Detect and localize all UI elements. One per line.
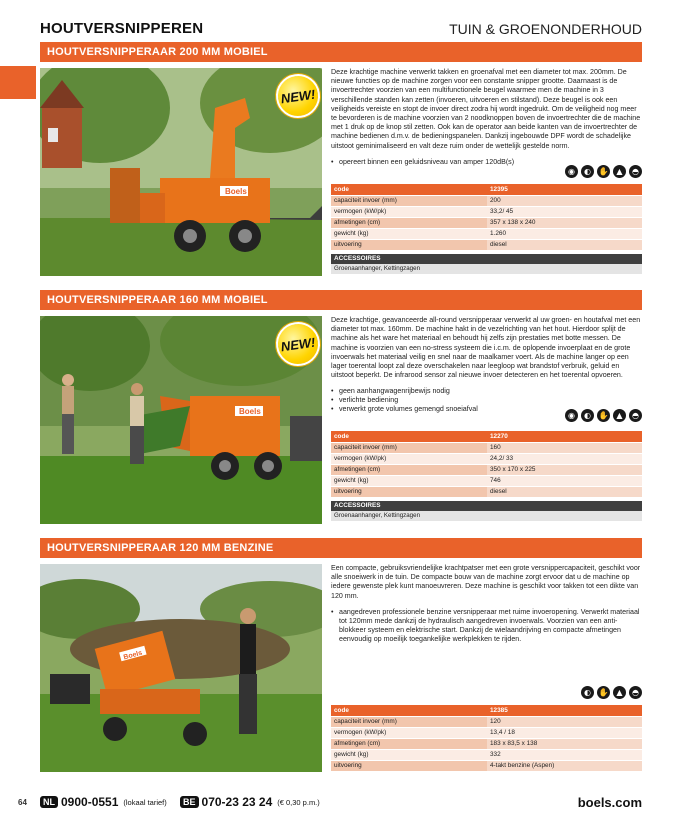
phone-note-nl: (lokaal tarief) <box>123 797 167 807</box>
safety-boots-icon: ▲ <box>613 686 626 699</box>
spec-label: gewicht (kg) <box>331 749 487 760</box>
table-row <box>331 486 642 497</box>
spec-value: diesel <box>487 486 642 497</box>
spec-label: capaciteit invoer (mm) <box>331 716 487 727</box>
spec-value: 120 <box>487 716 642 727</box>
helmet-icon: ◓ <box>629 686 642 699</box>
page-number: 64 <box>18 798 27 807</box>
spec-value: 12395 <box>487 184 642 195</box>
product-photo <box>40 564 322 772</box>
table-row <box>331 738 642 749</box>
product-description: Deze krachtige machine verwerkt takken en groenafval met een diameter tot max. 200mm. De nieuwe functies op de machine zorgen voor een constante snipper grootte. Daarnaast is de invoertrechter voorzien van een multifunctionele beugel waarmee men de machine in 3 verschillende standen kan zetten (invoeren, uitvoeren en stilstand). Deze beugel is ook een veiligheids vereiste en stopt de invoer direct zodra hij wordt ingedrukt. Om de veiligheid nog meer te bevorderen is de machine voorzien van 2 noodknoppen boven de invoertrechter die de machine met 1 druk op de knop stil zetten. Ook kan de operator aan beide kanten van de invoertrechter de machine bedienen d.m.v. de bedieningspanelen. Dankzij ingebouwde DPF wordt de schadelijke uitstoot geminimaliseerd en valt deze ruim onder de wettelijk gestelde norm. <box>331 68 641 150</box>
feature-item: • geen aanhangwagenrijbewijs nodig <box>331 387 642 396</box>
feature-item: • verwerkt grote volumes gemengd snoeiafval <box>331 405 642 414</box>
gloves-icon: ✋ <box>598 411 609 420</box>
spec-value: 160 <box>487 442 642 453</box>
product-section-160mm <box>40 290 642 524</box>
accessories-heading: ACCESSOIRES <box>331 501 642 511</box>
country-code-nl: NL <box>40 796 58 808</box>
spec-label: code <box>331 705 487 716</box>
spec-value: 24,2/ 33 <box>487 453 642 464</box>
country-code-be: BE <box>180 796 199 808</box>
table-row <box>331 453 642 464</box>
spec-value: 12385 <box>487 705 642 716</box>
spec-value: 183 x 83,5 x 138 <box>487 738 642 749</box>
table-row <box>331 228 642 239</box>
spec-value: 4-takt benzine (Aspen) <box>487 760 642 771</box>
feature-item: • opereert binnen een geluidsniveau van amper 120dB(s) <box>331 158 642 167</box>
spec-label: uitvoering <box>331 760 487 771</box>
table-row <box>331 760 642 771</box>
spec-label: vermogen (kW/pk) <box>331 453 487 464</box>
spec-table <box>331 705 642 772</box>
helmet-icon: ◓ <box>629 165 642 178</box>
spec-label: vermogen (kW/pk) <box>331 727 487 738</box>
page-footer <box>0 793 676 813</box>
spec-table <box>331 184 642 251</box>
phone-number-nl: 0900-0551 <box>61 795 119 809</box>
table-row <box>331 716 642 727</box>
product-description: Deze krachtige, geavanceerde all-round versnipperaar verwerkt al uw groen- en houtafval met een diameter tot max. 160mm. De machine hakt in de vezelrichting van het hout. Hierdoor splijt de machine als het ware het materiaal en behoudt hij zelfs zijn prestaties met botte messen. De machine is voorzien van een no-stress systeem die i.c.m. de oplopende invoerplaat en de grote invoerwals het materiaal veilig en snel naar de maalkamer voert. Als de machine langer op een lager toerental loopt zal deze overschakelen naar leegloop wat brandstof verbruik, geluid en uitstoot beperkt. De infrarood sensor zal nieuwe invoer detecteren en het toerental opvoeren. <box>331 316 641 380</box>
phone-number-be: 070-23 23 24 <box>201 795 273 809</box>
page-header <box>40 20 642 40</box>
table-row <box>331 206 642 217</box>
spec-value: 33,2/ 45 <box>487 206 642 217</box>
spec-label: gewicht (kg) <box>331 475 487 486</box>
spec-value: 746 <box>487 475 642 486</box>
phone-nl[interactable] <box>40 795 167 809</box>
accessories-list: Groenaanhanger, Kettingzagen <box>331 511 642 521</box>
gloves-icon: ✋ <box>598 167 609 176</box>
spec-label: afmetingen (cm) <box>331 217 487 228</box>
table-row <box>331 217 642 228</box>
accessories-box <box>331 501 642 521</box>
accessories-list: Groenaanhanger, Kettingzagen <box>331 264 642 274</box>
section-title: HOUTVERSNIPPERAAR 160 MM MOBIEL <box>40 290 642 310</box>
spec-label: uitvoering <box>331 486 487 497</box>
product-content <box>331 68 642 167</box>
safety-boots-icon: ▲ <box>613 165 626 178</box>
website-link[interactable]: boels.com <box>577 795 642 810</box>
ear-protection-icon: ◐ <box>581 165 594 178</box>
spec-value: 357 x 138 x 240 <box>487 217 642 228</box>
accessories-heading: ACCESSOIRES <box>331 254 642 264</box>
safety-icons <box>581 686 642 699</box>
table-row <box>331 239 642 250</box>
feature-list <box>331 608 642 644</box>
spec-value: 332 <box>487 749 642 760</box>
product-content <box>331 316 642 414</box>
feature-item: • aangedreven professionele benzine versnipperaar met ruime invoeropening. Verwerkt materiaal tot 120mm mede dankzij de hydraulisch aangedreven invoerwals. Voorzien van een anti-blokkeer systeem en elektrische start. Dankzij de wielaandrijving en compacte afmetingen eenvoudig op moeilijk toegankelijke werkplekken te rijden. <box>331 608 642 644</box>
helmet-icon: ◓ <box>629 409 642 422</box>
section-title: HOUTVERSNIPPERAAR 200 MM MOBIEL <box>40 42 642 62</box>
product-section-120mm <box>40 538 642 774</box>
spec-value: diesel <box>487 239 642 250</box>
product-content <box>331 564 642 644</box>
table-row <box>331 475 642 486</box>
spec-table <box>331 431 642 498</box>
page-title: HOUTVERSNIPPEREN <box>40 20 204 37</box>
spec-value: 350 x 170 x 225 <box>487 464 642 475</box>
table-row <box>331 195 642 206</box>
spec-label: code <box>331 184 487 195</box>
spec-label: capaciteit invoer (mm) <box>331 442 487 453</box>
ear-protection-icon: ◐ <box>581 409 594 422</box>
product-section-200mm <box>40 42 642 276</box>
product-description: Een compacte, gebruiksvriendelijke krachtpatser met een grote versnippercapaciteit, geschikt voor alle snoeiwerk in de tuin. De compacte bouw van de machine zorgt ervoor dat u de machine op iedere gewenste plek kunt manoeuvreren. Deze machine is geschikt voor takken tot een dikte van 120 mm. <box>331 564 641 600</box>
safety-goggles-icon: ◉ <box>565 409 578 422</box>
table-row <box>331 184 642 195</box>
table-row <box>331 464 642 475</box>
spec-label: capaciteit invoer (mm) <box>331 195 487 206</box>
spec-label: code <box>331 431 487 442</box>
new-badge: NEW! <box>273 71 323 121</box>
table-row <box>331 442 642 453</box>
spec-value: 200 <box>487 195 642 206</box>
table-row <box>331 705 642 716</box>
wood-chipper-120-photo <box>40 564 322 772</box>
table-row <box>331 431 642 442</box>
svg-text:Boels: Boels <box>225 187 247 196</box>
section-title: HOUTVERSNIPPERAAR 120 MM BENZINE <box>40 538 642 558</box>
phone-be[interactable] <box>180 795 320 809</box>
spec-value: 12270 <box>487 431 642 442</box>
spec-label: uitvoering <box>331 239 487 250</box>
feature-item: • verlichte bediening <box>331 396 642 405</box>
spec-label: afmetingen (cm) <box>331 738 487 749</box>
spec-label: vermogen (kW/pk) <box>331 206 487 217</box>
safety-icons <box>565 409 642 422</box>
table-row <box>331 749 642 760</box>
spec-value: 13,4 / 18 <box>487 727 642 738</box>
svg-text:Boels: Boels <box>122 649 144 662</box>
table-row <box>331 727 642 738</box>
svg-text:Boels: Boels <box>239 407 261 416</box>
phone-note-be: (€ 0,30 p.m.) <box>277 797 320 807</box>
new-badge: NEW! <box>273 319 323 369</box>
spec-label: afmetingen (cm) <box>331 464 487 475</box>
gloves-icon: ✋ <box>598 688 609 697</box>
page-category: TUIN & GROENONDERHOUD <box>449 21 642 37</box>
accessories-box <box>331 254 642 274</box>
spec-value: 1.260 <box>487 228 642 239</box>
ear-protection-icon: ◐ <box>581 686 594 699</box>
spec-label: gewicht (kg) <box>331 228 487 239</box>
safety-boots-icon: ▲ <box>613 409 626 422</box>
safety-icons <box>565 165 642 178</box>
safety-goggles-icon: ◉ <box>565 165 578 178</box>
page-edge-tab <box>0 66 36 99</box>
